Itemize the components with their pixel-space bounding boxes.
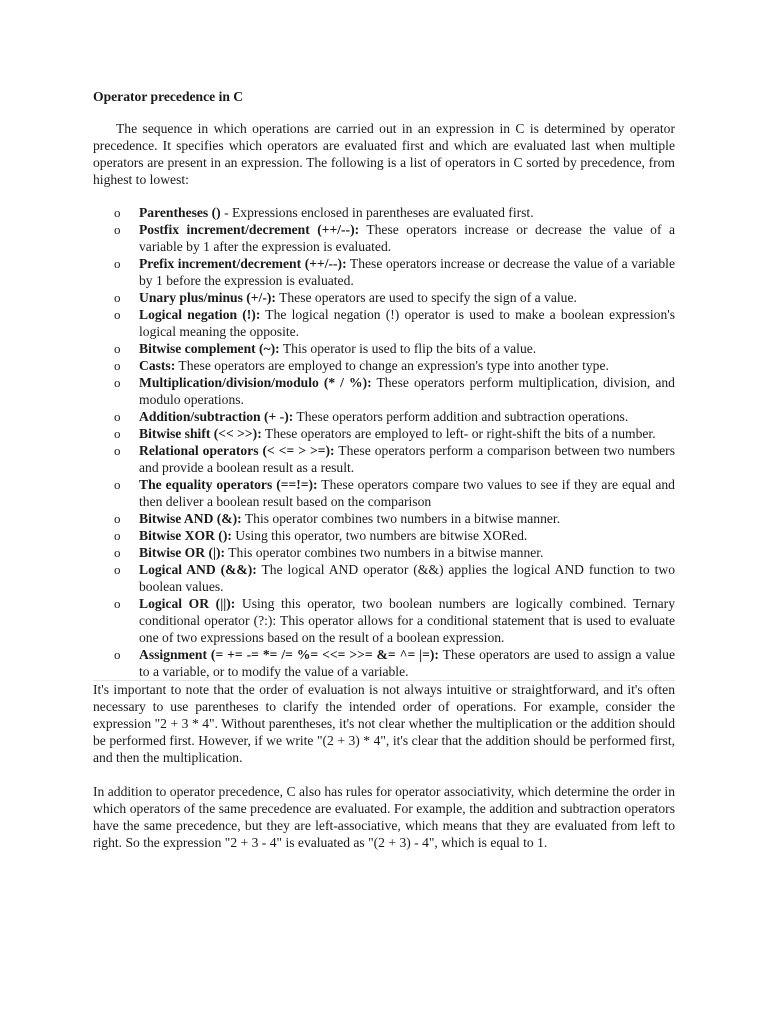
- operator-description: These operators are used to specify the sign of a value.: [275, 290, 577, 305]
- bullet-icon: o: [114, 443, 121, 458]
- operator-description: These operators increase or decrease the value of a variable by 1 after the expression is evaluated.: [139, 222, 675, 254]
- bullet-icon: o: [114, 290, 121, 305]
- operator-description: - Expressions enclosed in parentheses are evaluated first.: [220, 205, 534, 220]
- operator-term: Unary plus/minus (+/-):: [139, 290, 276, 305]
- operator-term: Logical negation (!):: [139, 307, 261, 322]
- operator-description: These operators are used to assign a value to a variable, or to modify the value of a variable.: [139, 647, 675, 679]
- operator-term: Assignment (= += -= *= /= %= <<= >>= &= ^= |=):: [139, 647, 439, 662]
- operator-term: Parentheses (): [139, 205, 221, 220]
- operator-description: The logical AND operator (&&) applies the logical AND function to two boolean values.: [139, 562, 675, 594]
- document-content: [93, 88, 675, 851]
- evaluation-order-paragraph: It's important to note that the order of evaluation is not always intuitive or straightforward, and it's often necessary to use parentheses to clarify the intended order of operations. For example, consider the expression "2 + 3 * 4". Without parentheses, it's not clear whether the multiplication or the addition should be performed first. However, if we write "(2 + 3) * 4", it's clear that the addition should be performed first, and then the multiplication.: [93, 682, 675, 765]
- operator-description: These operators compare two values to see if they are equal and then deliver a boolean result based on the comparison: [139, 477, 675, 509]
- bullet-icon: o: [114, 511, 121, 526]
- bullet-icon: o: [114, 528, 121, 543]
- bullet-icon: o: [114, 562, 121, 577]
- operator-term: Bitwise OR (|):: [139, 545, 226, 560]
- list-item: [93, 357, 675, 374]
- operator-term: Logical OR (||):: [139, 596, 236, 611]
- bullet-icon: o: [114, 647, 121, 662]
- operator-description: These operators increase or decrease the value of a variable by 1 before the expression is evaluated.: [139, 256, 675, 288]
- page-title: Operator precedence in C: [93, 89, 244, 104]
- operator-description: These operators perform a comparison between two numbers and provide a boolean result as a result.: [139, 443, 675, 475]
- bullet-icon: o: [114, 341, 121, 356]
- operator-description: The logical negation (!) operator is used to make a boolean expression's logical meaning the opposite.: [139, 307, 675, 339]
- bullet-icon: o: [114, 222, 121, 237]
- list-item: [93, 442, 675, 476]
- list-item: [93, 510, 675, 527]
- operator-term: Casts:: [139, 358, 176, 373]
- operator-description: These operators are employed to change an expression's type into another type.: [175, 358, 609, 373]
- bullet-icon: o: [114, 426, 121, 441]
- list-item: [93, 595, 675, 646]
- bullet-icon: o: [114, 307, 121, 322]
- operator-description: This operator combines two numbers in a bitwise manner.: [225, 545, 544, 560]
- list-item: [93, 408, 675, 425]
- bullet-icon: o: [114, 205, 121, 220]
- operator-description: This operator is used to flip the bits of a value.: [279, 341, 537, 356]
- operator-term: Multiplication/division/modulo (* / %):: [139, 375, 372, 390]
- associativity-paragraph: In addition to operator precedence, C also has rules for operator associativity, which determine the order in which operators of the same precedence are evaluated. For example, the addition and subtraction operators have the same precedence, but they are left-associative, which means that they are evaluated from left to right. So the expression "2 + 3 - 4" is evaluated as "(2 + 3) - 4", which is equal to 1.: [93, 784, 675, 850]
- operator-description: Using this operator, two numbers are bitwise XORed.: [231, 528, 528, 543]
- list-item: [93, 374, 675, 408]
- operator-description: Using this operator, two boolean numbers are logically combined. Ternary conditional operator (?:): This operator allows for a conditional statement that is used to evaluate one of two expressions based on the result of a boolean expression.: [139, 596, 675, 645]
- bullet-icon: o: [114, 409, 121, 424]
- operator-term: The equality operators (==!=):: [139, 477, 318, 492]
- list-item: [93, 221, 675, 255]
- list-item: [93, 646, 675, 680]
- operator-term: Bitwise AND (&):: [139, 511, 242, 526]
- bullet-icon: o: [114, 477, 121, 492]
- bullet-icon: o: [114, 256, 121, 271]
- operator-description: These operators perform multiplication, division, and modulo operations.: [139, 375, 675, 407]
- operator-description: These operators perform addition and subtraction operations.: [293, 409, 629, 424]
- operator-term: Relational operators (< <= > >=):: [139, 443, 335, 458]
- operator-term: Bitwise shift (<< >>):: [139, 426, 262, 441]
- bullet-icon: o: [114, 545, 121, 560]
- list-item: [93, 204, 675, 221]
- operator-description: This operator combines two numbers in a bitwise manner.: [241, 511, 561, 526]
- list-item: [93, 527, 675, 544]
- bullet-icon: o: [114, 358, 121, 373]
- list-item: [93, 544, 675, 561]
- operator-term: Prefix increment/decrement (++/--):: [139, 256, 347, 271]
- operator-term: Bitwise complement (~):: [139, 341, 280, 356]
- operator-list: [93, 204, 675, 680]
- list-item: [93, 561, 675, 595]
- list-item: [93, 476, 675, 510]
- list-item: [93, 425, 675, 442]
- operator-term: Addition/subtraction (+ -):: [139, 409, 294, 424]
- operator-term: Postfix increment/decrement (++/--):: [139, 222, 360, 237]
- intro-paragraph: The sequence in which operations are carried out in an expression in C is determined by operator precedence. It specifies which operators are evaluated first and which are evaluated last when multiple operators are present in an expression. The following is a list of operators in C sorted by precedence, from highest to lowest:: [93, 121, 675, 187]
- bullet-icon: o: [114, 375, 121, 390]
- list-item: [93, 340, 675, 357]
- bullet-icon: o: [114, 596, 121, 611]
- operator-description: These operators are employed to left- or right-shift the bits of a number.: [261, 426, 656, 441]
- list-item: [93, 255, 675, 289]
- list-item: [93, 289, 675, 306]
- operator-term: Logical AND (&&):: [139, 562, 257, 577]
- list-item: [93, 306, 675, 340]
- operator-term: Bitwise XOR ():: [139, 528, 232, 543]
